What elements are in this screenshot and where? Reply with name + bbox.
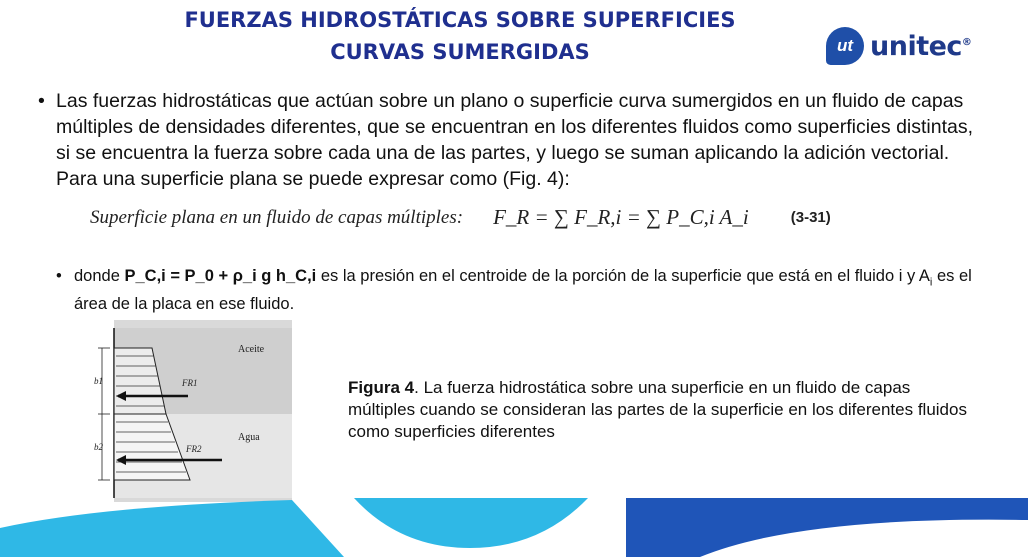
bullet-dot: • xyxy=(38,90,45,112)
decor-cyan-center xyxy=(354,498,588,548)
figure-4-diagram xyxy=(86,320,292,502)
bullet-paragraph-1 xyxy=(38,88,978,192)
paragraph-2-subscript: i xyxy=(929,276,933,289)
figure-white-margin xyxy=(86,320,114,502)
decor-blue-right xyxy=(626,498,1028,557)
decor-white-curve xyxy=(700,520,1028,557)
figure-4-svg xyxy=(86,320,292,502)
label-b2: b2 xyxy=(94,442,103,452)
label-fr1: FR1 xyxy=(182,378,198,388)
decor-cyan-left xyxy=(0,500,344,557)
equation-label: Superficie plana en un fluido de capas múltiples: xyxy=(90,206,464,228)
logo-text: unitec xyxy=(870,30,962,62)
caption-label: Figura 4 xyxy=(348,378,415,397)
logo-registered-mark: ® xyxy=(961,36,972,48)
title-line-1: FUERZAS HIDROSTÁTICAS SOBRE SUPERFICIES xyxy=(184,8,736,32)
pressure-formula: P_C,i = P_0 + ρ_i g h_C,i xyxy=(124,267,317,285)
paragraph-2-prefix: donde xyxy=(74,267,125,285)
paragraph-1-text: Las fuerzas hidrostáticas que actúan sobre un plano o superficie curva sumergidos en un fluido de capas múltiples de densidades diferentes, que se encuentran en los diferentes fluidos como superficies distintas, si se encuentra la fuerza sobre cada una de las partes, y luego se suman aplicando la adición vectorial. Para una superficie plana se puede expresar como (Fig. 4): xyxy=(56,90,974,190)
paragraph-2-text xyxy=(74,265,976,315)
title-line-2: CURVAS SUMERGIDAS xyxy=(330,40,590,64)
label-water: Agua xyxy=(238,432,260,443)
page-title xyxy=(130,4,790,68)
equation-formula-text: F_R = ∑ F_R,i = ∑ P_C,i A_i xyxy=(493,205,749,229)
label-b1: b1 xyxy=(94,376,103,386)
paragraph-2-suffix: es la presión en el centroide de la porción de la superficie que está en el fluido i y A xyxy=(316,267,930,285)
bullet-paragraph-2 xyxy=(56,265,976,315)
equation-number: (3-31) xyxy=(790,209,831,226)
label-fr2: FR2 xyxy=(186,444,202,454)
equation-formula xyxy=(493,205,749,230)
figure-caption xyxy=(348,377,968,443)
label-oil: Aceite xyxy=(238,344,265,355)
equation-3-31 xyxy=(90,205,831,230)
logo-badge-icon: ut xyxy=(826,27,864,65)
bullet-dot: • xyxy=(56,267,62,285)
unitec-logo xyxy=(826,26,971,66)
logo-wordmark xyxy=(870,31,971,62)
paragraph-2-end: es el área de la placa en ese fluido. xyxy=(74,267,972,314)
caption-text: . La fuerza hidrostática sobre una superficie en un fluido de capas múltiples cuando se consideran las partes de la superficie en los diferentes fluidos como superficies diferentes xyxy=(348,378,967,441)
